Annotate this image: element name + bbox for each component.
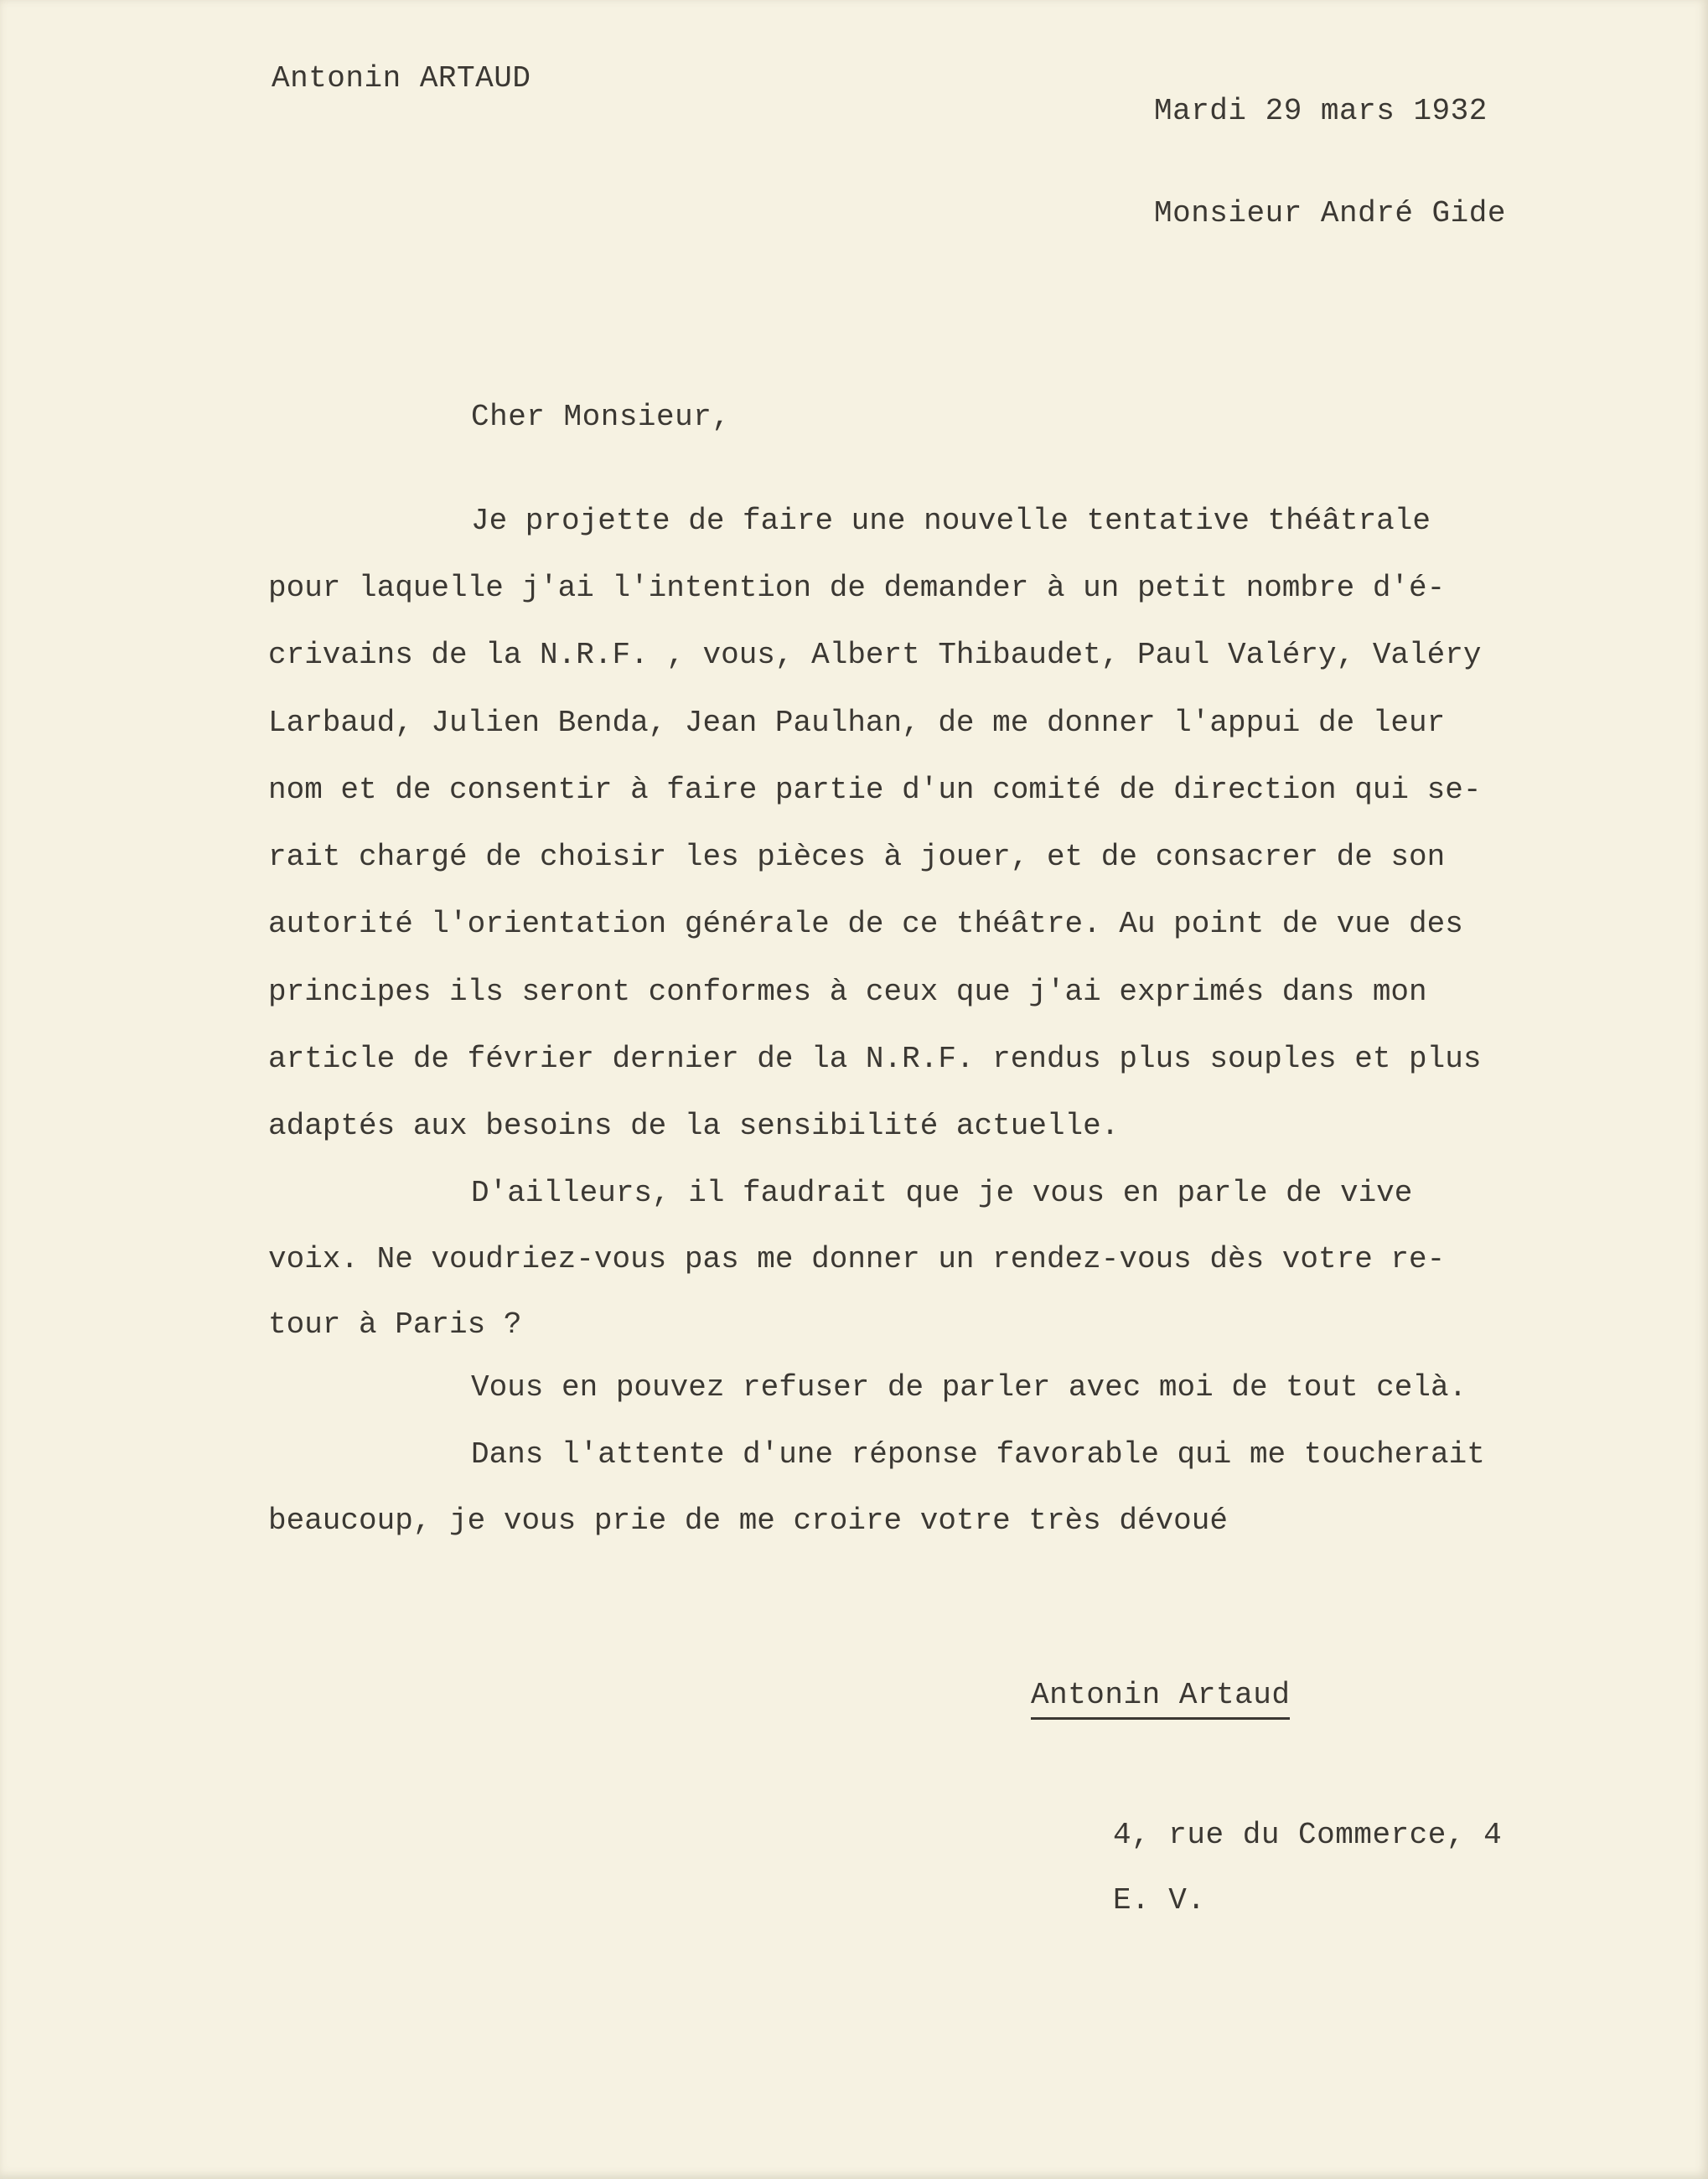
body-line: Vous en pouvez refuser de parler avec moi de tout celà. xyxy=(471,1370,1467,1405)
body-line: Larbaud, Julien Benda, Jean Paulhan, de me donner l'appui de leur xyxy=(268,706,1446,740)
body-line: principes ils seront conformes à ceux que j'ai exprimés dans mon xyxy=(268,975,1427,1009)
body-line: rait chargé de choisir les pièces à jouer, et de consacrer de son xyxy=(268,840,1446,874)
body-line: crivains de la N.R.F. , vous, Albert Thibaudet, Paul Valéry, Valéry xyxy=(268,638,1482,672)
recipient-name: Monsieur André Gide xyxy=(1154,196,1506,230)
body-line: voix. Ne voudriez-vous pas me donner un rendez-vous dès votre re- xyxy=(268,1242,1446,1276)
body-line: beaucoup, je vous prie de me croire votre très dévoué xyxy=(268,1504,1228,1538)
body-line: tour à Paris ? xyxy=(268,1307,522,1342)
body-line: D'ailleurs, il faudrait que je vous en parle de vive xyxy=(471,1176,1413,1210)
body-line: pour laquelle j'ai l'intention de demander à un petit nombre d'é- xyxy=(268,571,1446,605)
salutation: Cher Monsieur, xyxy=(471,400,731,434)
body-line: Je projette de faire une nouvelle tentative théâtrale xyxy=(471,504,1431,538)
body-line: autorité l'orientation générale de ce théâtre. Au point de vue des xyxy=(268,907,1463,941)
sender-name: Antonin ARTAUD xyxy=(272,61,531,96)
letter-date: Mardi 29 mars 1932 xyxy=(1154,94,1488,128)
body-line: nom et de consentir à faire partie d'un comité de direction qui se- xyxy=(268,773,1482,807)
body-line: article de février dernier de la N.R.F. rendus plus souples et plus xyxy=(268,1042,1482,1076)
body-line: Dans l'attente d'une réponse favorable qui me toucherait xyxy=(471,1437,1485,1472)
address-line: E. V. xyxy=(1113,1883,1206,1918)
address-line: 4, rue du Commerce, 4 xyxy=(1113,1818,1503,1852)
body-line: adaptés aux besoins de la sensibilité actuelle. xyxy=(268,1109,1120,1143)
signature: Antonin Artaud xyxy=(1031,1680,1290,1720)
